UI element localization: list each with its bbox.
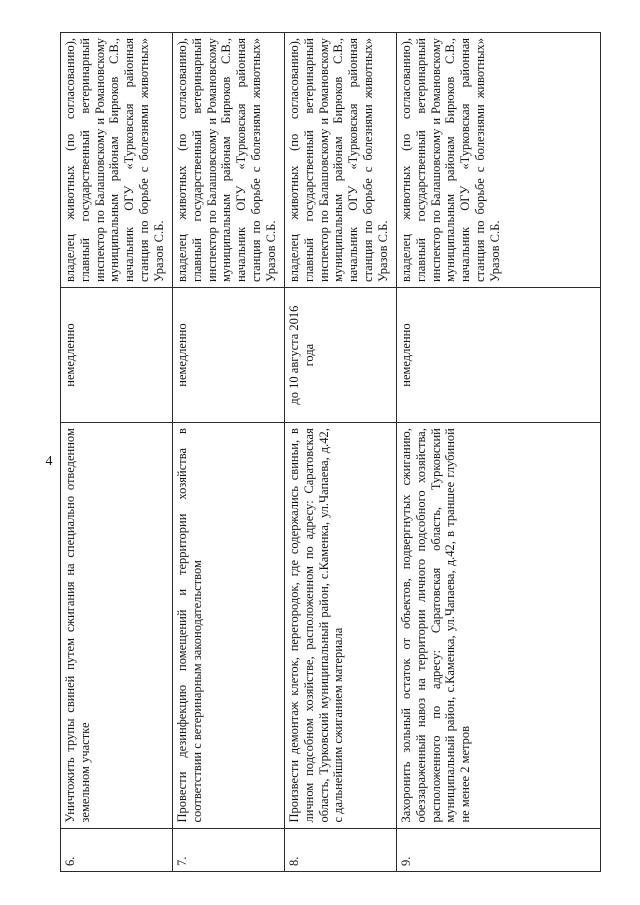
action-cell: Захоронить зольный остаток от объектов, подвергнутых сжиганию, обеззараженный навоз на территории личного подсобного хозяйства, расположенного по адресу: Саратовская область, Турковский муниципальный район, с.Каменка, ул.Чапаева, д.42, в траншее глубиной не менее 2 метров — [397, 423, 601, 828]
deadline-cell: немедленно — [397, 288, 601, 423]
action-cell: Провести дезинфекцию помещений и территории хозяйства в соответствии с ветеринарным законодательством — [173, 423, 285, 828]
deadline-cell: до 10 августа 2016 года — [285, 288, 397, 423]
table-row — [397, 33, 601, 872]
responsible-cell: владелец животных (по согласованию), главный государственный ветеринарный инспектор по Балашовскому и Романовскому муниципальным районам Бирюков С.В., начальник ОГУ «Турковская районная станция по борьбе с болезнями животных» Уразов С.Б. — [61, 33, 173, 288]
table-row — [61, 33, 173, 872]
row-number: 8. — [285, 828, 397, 871]
measures-table — [60, 32, 601, 872]
responsible-cell: владелец животных (по согласованию), главный государственный ветеринарный инспектор по Балашовскому и Романовскому муниципальным районам Бирюков С.В., начальник ОГУ «Турковская районная станция по борьбе с болезнями животных» Уразов С.Б. — [397, 33, 601, 288]
rotated-page-content — [60, 32, 600, 872]
row-number: 6. — [61, 828, 173, 871]
deadline-cell: немедленно — [61, 288, 173, 423]
deadline-cell: немедленно — [173, 288, 285, 423]
page-number: 4 — [45, 454, 53, 469]
responsible-cell: владелец животных (по согласованию), главный государственный ветеринарный инспектор по Балашовскому и Романовскому муниципальным районам Бирюков С.В., начальник ОГУ «Турковская районная станция по борьбе с болезнями животных» Уразов С.Б. — [173, 33, 285, 288]
action-cell: Произвести демонтаж клеток, перегородок, где содержались свиньи, в личном подсобном хозяйстве, расположенном по адресу: Саратовская область, Турковский муниципальный район, с.Каменка, ул.Чапаева, д.42, с дальнейшим сжиганием материала — [285, 423, 397, 828]
row-number: 9. — [397, 828, 601, 871]
responsible-cell: владелец животных (по согласованию), главный государственный ветеринарный инспектор по Балашовскому и Романовскому муниципальным районам Бирюков С.В., начальник ОГУ «Турковская районная станция по борьбе с болезнями животных» Уразов С.Б. — [285, 33, 397, 288]
action-cell: Уничтожить трупы свиней путем сжигания на специально отведенном земельном участке — [61, 423, 173, 828]
row-number: 7. — [173, 828, 285, 871]
table-row — [285, 33, 397, 872]
table-row — [173, 33, 285, 872]
